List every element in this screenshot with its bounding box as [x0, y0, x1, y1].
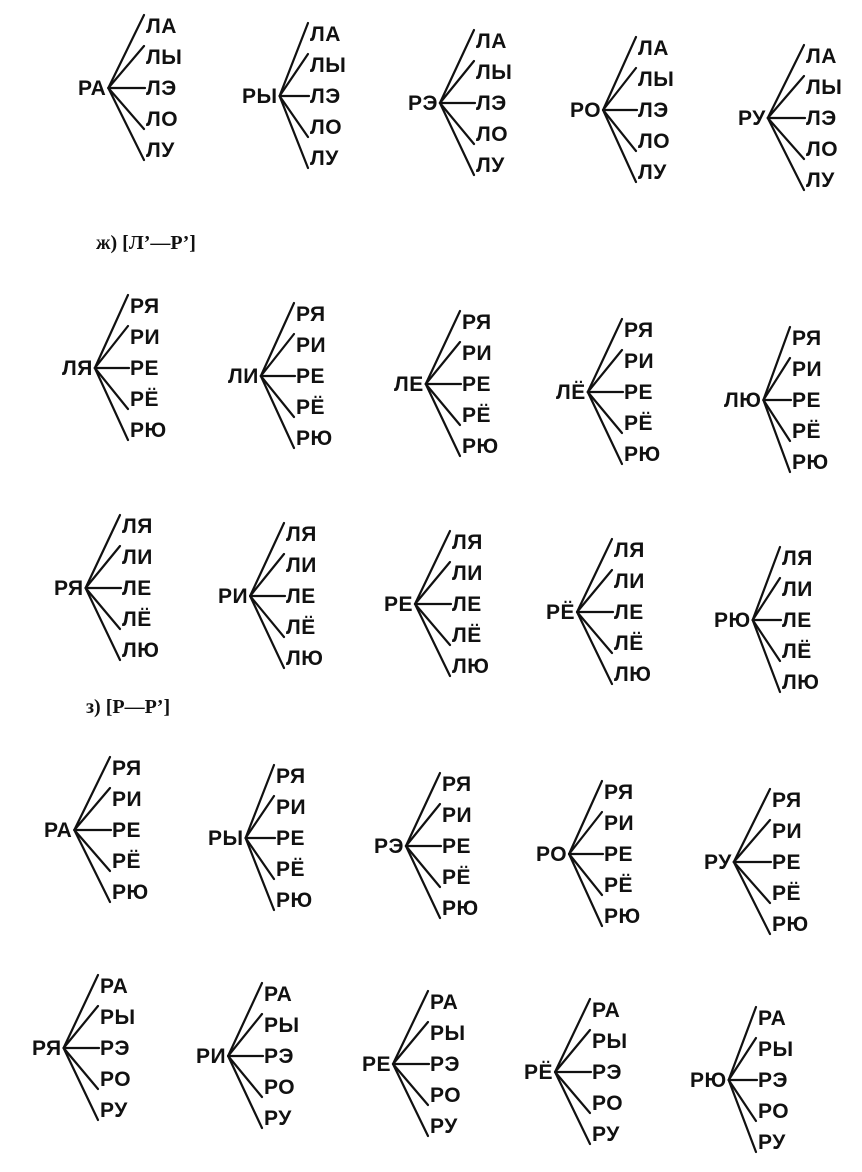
- section-heading-z: з) [Р—Р’]: [86, 696, 171, 718]
- tree-leaf: ЛЕ: [286, 584, 316, 608]
- tree-leaf: РЮ: [442, 896, 479, 920]
- tree-leaf: ЛИ: [122, 545, 153, 569]
- tree-leaf: РЕ: [624, 380, 654, 404]
- tree-leaf: РО: [758, 1099, 790, 1123]
- syllable-tree: [556, 314, 716, 484]
- tree-leaf: ЛЫ: [806, 75, 843, 99]
- tree-leaf: ЛО: [806, 137, 839, 161]
- tree-leaf: ЛЯ: [782, 546, 813, 570]
- tree-leaf: ЛЁ: [614, 631, 644, 655]
- tree-leaf: РЮ: [772, 912, 809, 936]
- tree-leaf: РЯ: [604, 780, 634, 804]
- tree-stem: РЕ: [362, 1052, 392, 1076]
- tree-leaf: ЛЫ: [638, 67, 675, 91]
- tree-leaf: РЫ: [592, 1029, 628, 1053]
- tree-leaf: ЛА: [638, 36, 669, 60]
- tree-leaf: ЛЕ: [452, 592, 482, 616]
- tree-leaf: РЕ: [792, 388, 822, 412]
- tree-leaf: ЛИ: [614, 569, 645, 593]
- tree-leaf: РА: [758, 1006, 787, 1030]
- tree-leaf: ЛЫ: [476, 60, 513, 84]
- tree-leaf: РЮ: [462, 434, 499, 458]
- tree-leaf: ЛУ: [638, 160, 667, 184]
- tree-leaf: ЛЁ: [782, 639, 812, 663]
- tree-stem: РА: [44, 818, 73, 842]
- tree-leaf: РЮ: [112, 880, 149, 904]
- tree-stem: РЯ: [54, 576, 84, 600]
- tree-leaf: РО: [264, 1075, 296, 1099]
- tree-leaf: ЛЮ: [122, 638, 160, 662]
- tree-leaf: ЛЭ: [476, 91, 507, 115]
- tree-leaf: РИ: [772, 819, 803, 843]
- syllable-tree: [218, 518, 378, 688]
- tree-leaf: ЛЭ: [310, 84, 341, 108]
- tree-leaf: РЁ: [792, 419, 822, 443]
- tree-leaf: ЛУ: [310, 146, 339, 170]
- tree-leaf: РИ: [604, 811, 635, 835]
- tree-leaf: РЁ: [112, 849, 142, 873]
- tree-leaf: РЁ: [772, 881, 802, 905]
- tree-leaf: ЛЁ: [452, 623, 482, 647]
- tree-leaf: ЛЫ: [146, 45, 183, 69]
- tree-leaf: ЛЭ: [638, 98, 669, 122]
- syllable-tree: [196, 978, 356, 1148]
- tree-leaf: РЫ: [430, 1021, 466, 1045]
- syllable-tree: [78, 10, 238, 180]
- tree-leaf: РЭ: [592, 1060, 622, 1084]
- tree-stem: РЭ: [374, 834, 404, 858]
- tree-stem: ЛИ: [228, 364, 259, 388]
- syllable-tree: [54, 510, 214, 680]
- tree-stem: РУ: [704, 850, 732, 874]
- tree-leaf: РЯ: [130, 294, 160, 318]
- syllable-tree: [228, 298, 388, 468]
- tree-leaf: ЛО: [310, 115, 343, 139]
- tree-leaf: РО: [100, 1067, 132, 1091]
- tree-leaf: РИ: [112, 787, 143, 811]
- tree-leaf: ЛЯ: [286, 522, 317, 546]
- tree-leaf: ЛЁ: [286, 615, 316, 639]
- tree-stem: РЭ: [408, 91, 438, 115]
- syllable-tree: [408, 25, 568, 195]
- syllable-tree: [704, 784, 862, 954]
- tree-leaf: РУ: [264, 1106, 292, 1130]
- tree-leaf: РЮ: [276, 888, 313, 912]
- tree-leaf: РИ: [296, 333, 327, 357]
- tree-leaf: РА: [100, 974, 129, 998]
- tree-stem: РО: [536, 842, 568, 866]
- tree-leaf: РЕ: [112, 818, 142, 842]
- tree-leaf: РЕ: [442, 834, 472, 858]
- tree-leaf: РЮ: [604, 904, 641, 928]
- tree-leaf: ЛЯ: [452, 530, 483, 554]
- tree-stem: РЮ: [690, 1068, 727, 1092]
- tree-leaf: ЛИ: [452, 561, 483, 585]
- tree-leaf: ЛЕ: [614, 600, 644, 624]
- tree-leaf: РУ: [592, 1122, 620, 1146]
- tree-leaf: РИ: [792, 357, 823, 381]
- tree-leaf: РЁ: [442, 865, 472, 889]
- syllable-tree: [394, 306, 554, 476]
- tree-leaf: ЛЕ: [122, 576, 152, 600]
- tree-leaf: РО: [430, 1083, 462, 1107]
- syllable-tree: [32, 970, 192, 1140]
- tree-leaf: РЕ: [772, 850, 802, 874]
- tree-leaf: РЯ: [296, 302, 326, 326]
- tree-stem: ЛЮ: [724, 388, 762, 412]
- tree-stem: ЛЕ: [394, 372, 424, 396]
- tree-leaf: ЛЭ: [806, 106, 837, 130]
- tree-stem: РА: [78, 76, 107, 100]
- tree-leaf: ЛЮ: [286, 646, 324, 670]
- tree-leaf: ЛЁ: [122, 607, 152, 631]
- tree-leaf: РИ: [130, 325, 161, 349]
- tree-leaf: ЛЯ: [614, 538, 645, 562]
- syllable-tree: [362, 986, 522, 1156]
- tree-stem: РИ: [218, 584, 249, 608]
- tree-leaf: ЛА: [310, 22, 341, 46]
- tree-leaf: ЛУ: [476, 153, 505, 177]
- tree-leaf: ЛО: [476, 122, 509, 146]
- tree-leaf: ЛИ: [286, 553, 317, 577]
- tree-leaf: РИ: [462, 341, 493, 365]
- tree-leaf: ЛЮ: [614, 662, 652, 686]
- tree-leaf: ЛУ: [146, 138, 175, 162]
- tree-leaf: РЯ: [276, 764, 306, 788]
- syllable-tree: [690, 1002, 850, 1172]
- tree-leaf: ЛЕ: [782, 608, 812, 632]
- tree-leaf: РУ: [100, 1098, 128, 1122]
- tree-leaf: РЁ: [296, 395, 326, 419]
- tree-leaf: РЯ: [442, 772, 472, 796]
- tree-leaf: РИ: [624, 349, 655, 373]
- tree-leaf: РЕ: [296, 364, 326, 388]
- tree-leaf: РЮ: [624, 442, 661, 466]
- tree-stem: РЮ: [714, 608, 751, 632]
- tree-stem: РИ: [196, 1044, 227, 1068]
- tree-stem: РО: [570, 98, 602, 122]
- tree-leaf: РИ: [276, 795, 307, 819]
- syllable-tree: [546, 534, 706, 704]
- tree-leaf: РА: [264, 982, 293, 1006]
- tree-leaf: РЭ: [430, 1052, 460, 1076]
- tree-stem: ЛЁ: [556, 380, 586, 404]
- tree-leaf: РЁ: [624, 411, 654, 435]
- tree-leaf: РЕ: [276, 826, 306, 850]
- tree-leaf: ЛА: [146, 14, 177, 38]
- tree-leaf: ЛО: [146, 107, 179, 131]
- tree-stem: РЫ: [242, 84, 278, 108]
- tree-stem: РЁ: [546, 600, 576, 624]
- tree-leaf: РЭ: [758, 1068, 788, 1092]
- tree-leaf: РЯ: [462, 310, 492, 334]
- syllable-tree: [714, 542, 862, 712]
- tree-stem: РУ: [738, 106, 766, 130]
- tree-leaf: РИ: [442, 803, 473, 827]
- tree-leaf: РЕ: [130, 356, 160, 380]
- tree-leaf: ЛЮ: [452, 654, 490, 678]
- syllable-tree: [738, 40, 862, 210]
- tree-leaf: РЕ: [604, 842, 634, 866]
- tree-leaf: РЭ: [100, 1036, 130, 1060]
- syllable-tree: [724, 322, 862, 492]
- tree-leaf: РЮ: [792, 450, 829, 474]
- tree-leaf: РЁ: [462, 403, 492, 427]
- tree-leaf: ЛО: [638, 129, 671, 153]
- tree-leaf: РЭ: [264, 1044, 294, 1068]
- tree-leaf: РЁ: [276, 857, 306, 881]
- tree-stem: РЫ: [208, 826, 244, 850]
- tree-leaf: РУ: [430, 1114, 458, 1138]
- syllable-tree: [208, 760, 368, 930]
- tree-leaf: РО: [592, 1091, 624, 1115]
- tree-leaf: РЫ: [264, 1013, 300, 1037]
- tree-stem: РЯ: [32, 1036, 62, 1060]
- syllable-tree: [384, 526, 544, 696]
- syllable-tree: [536, 776, 696, 946]
- syllable-tree: [44, 752, 204, 922]
- section-heading-zh: ж) [Л’—Р’]: [96, 232, 196, 254]
- tree-leaf: РА: [592, 998, 621, 1022]
- tree-leaf: РЯ: [772, 788, 802, 812]
- tree-leaf: РЯ: [624, 318, 654, 342]
- tree-stem: ЛЯ: [62, 356, 93, 380]
- syllable-tree: [242, 18, 402, 188]
- tree-leaf: ЛЭ: [146, 76, 177, 100]
- tree-leaf: РЮ: [296, 426, 333, 450]
- tree-leaf: РЁ: [604, 873, 634, 897]
- tree-leaf: ЛА: [476, 29, 507, 53]
- syllable-tree: [62, 290, 222, 460]
- tree-leaf: ЛИ: [782, 577, 813, 601]
- tree-leaf: РЯ: [112, 756, 142, 780]
- tree-leaf: РУ: [758, 1130, 786, 1154]
- tree-leaf: РЮ: [130, 418, 167, 442]
- tree-leaf: ЛЫ: [310, 53, 347, 77]
- syllable-tree: [570, 32, 730, 202]
- syllable-tree: [374, 768, 534, 938]
- tree-leaf: ЛА: [806, 44, 837, 68]
- tree-leaf: РЫ: [100, 1005, 136, 1029]
- tree-stem: РЁ: [524, 1060, 554, 1084]
- tree-stem: РЕ: [384, 592, 414, 616]
- tree-leaf: РЫ: [758, 1037, 794, 1061]
- tree-leaf: ЛЯ: [122, 514, 153, 538]
- tree-leaf: РЯ: [792, 326, 822, 350]
- syllable-tree: [524, 994, 684, 1164]
- tree-leaf: РЁ: [130, 387, 160, 411]
- tree-leaf: РЕ: [462, 372, 492, 396]
- tree-leaf: ЛУ: [806, 168, 835, 192]
- tree-leaf: РА: [430, 990, 459, 1014]
- tree-leaf: ЛЮ: [782, 670, 820, 694]
